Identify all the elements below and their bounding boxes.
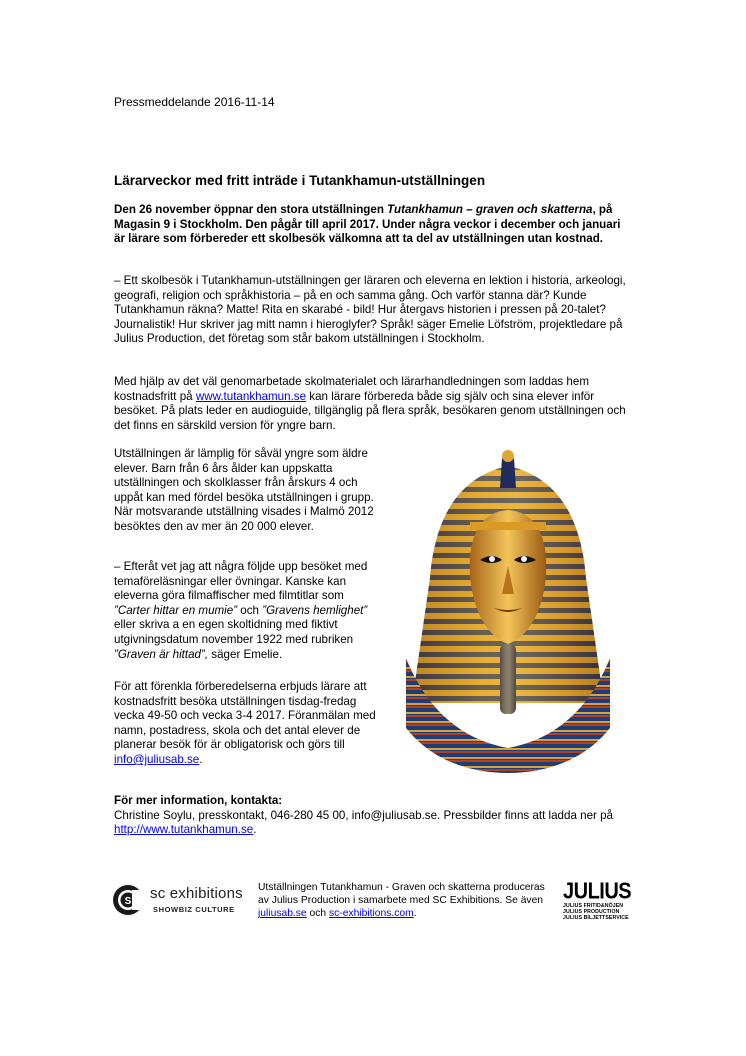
teacher-visit-paragraph: För att förenkla förberedelserna erbjuds lärare att kostnadsfritt besöka utställningen tisdag-fredag vecka 49-50 och vecka 3-4 2017. Föranmälan med namn, postadress, skola och det antal elever de planerar besök för är obligatorisk och görs till info@juliusab.se. bbox=[114, 680, 376, 766]
contact-section bbox=[114, 794, 632, 838]
contact-line: Christine Soylu, presskontakt, 046-280 45 00, info@juliusab.se. Pressbilder finns att ladda ner på http://www.tutankhamun.se. bbox=[114, 808, 613, 837]
followup-paragraph: – Efteråt vet jag att några följde upp besöket med temaföreläsningar eller övningar. Kanske kan eleverna göra filmaffischer med filmtitlar som ”Carter hittar en mumie” och ”Gravens hemlighet” eller skriva a en egen skoltidning med fiktivt utgivningsdatum november 1922 med rubriken ”Graven är hittad”, säger Emelie. bbox=[114, 560, 368, 661]
footer-text: Utställningen Tutankhamun - Graven och skatterna produceras av Julius Production i samarbete med SC Exhibitions. Se även juliusab.se och sc-exhibitions.com. bbox=[258, 882, 545, 920]
sc-logo-tagline: SHOWBIZ CULTURE bbox=[153, 905, 235, 914]
julius-logo-word: JULIUS bbox=[563, 878, 632, 905]
sc-exhibitions-link[interactable]: sc-exhibitions.com bbox=[328, 908, 414, 920]
svg-text:S: S bbox=[124, 896, 132, 907]
tutankhamun-link[interactable]: www.tutankhamun.se bbox=[195, 389, 307, 403]
julius-logo-lines: JULIUS FRITID&NÖJEN JULIUS PRODUCTION JULIUS BILJETTSERVICE bbox=[563, 903, 629, 921]
juliusab-link[interactable]: juliusab.se bbox=[258, 908, 307, 920]
age-paragraph: Utställningen är lämplig för såväl yngre som äldre elever. Barn från 6 års ålder kan uppskatta utställningen och skolklasser från årskurs 4 och uppåt kan med fördel besöka utställningen i grupp. När motsvarande utställning visades i Malmö 2012 besöktes den av mer än 20 000 elever. bbox=[114, 447, 374, 533]
page-title: Lärarveckor med fritt inträde i Tutankhamun-utställningen bbox=[114, 173, 486, 188]
material-paragraph: Med hjälp av det väl genomarbetade skolmaterialet och lärarhandledningen som laddas hem kostnadsfritt på www.tutankhamun.se kan lärare förbereda både sig själv och sina elever inför besöket. På plats leder en audioguide, tillgänglig på flera språk, besökaren genom utställningen och det finns en särskild version för yngre barn. bbox=[114, 375, 626, 432]
tutankhamun-mask-image bbox=[382, 448, 634, 773]
contact-heading: För mer information, kontakta: bbox=[114, 794, 283, 807]
sc-exhibitions-logo bbox=[112, 881, 252, 923]
julius-logo bbox=[563, 880, 633, 921]
exhibition-name: Tutankhamun – graven och skatterna bbox=[387, 203, 593, 216]
quote-paragraph: – Ett skolbesök i Tutankhamun-utställningen ger läraren och eleverna en lektion i historia, arkeologi, geografi, religion och språkhistoria – på en och samma gång. Och varför stanna där? Kunde Tutankhamun räkna? Matte! Rita en skarabé - bild! Hur återgavs historien i pressen på 20-talet? Journalistik! Hur skriver jag mitt namn i hieroglyfer? Språk! säger Emelie Löfström, projektledare på Julius Production, det företag som står bakom utställningen i Stockholm. bbox=[114, 274, 626, 346]
sc-logo-icon bbox=[112, 884, 144, 916]
press-release-date: Pressmeddelande 2016-11-14 bbox=[114, 95, 275, 109]
info-email-link[interactable]: info@juliusab.se bbox=[114, 752, 200, 766]
golden-mask-icon bbox=[382, 448, 634, 773]
tutankhamun-url-link[interactable]: http://www.tutankhamun.se bbox=[114, 823, 254, 837]
sc-logo-name: sc exhibitions bbox=[150, 885, 243, 902]
lead-paragraph: Den 26 november öppnar den stora utställningen Tutankhamun – graven och skatterna, på Magasin 9 i Stockholm. Den pågår till april 2017. Under några veckor i december och januari är lärare som förbereder ett skolbesök välkomna att ta del av utställningen utan kostnad. bbox=[114, 203, 621, 246]
